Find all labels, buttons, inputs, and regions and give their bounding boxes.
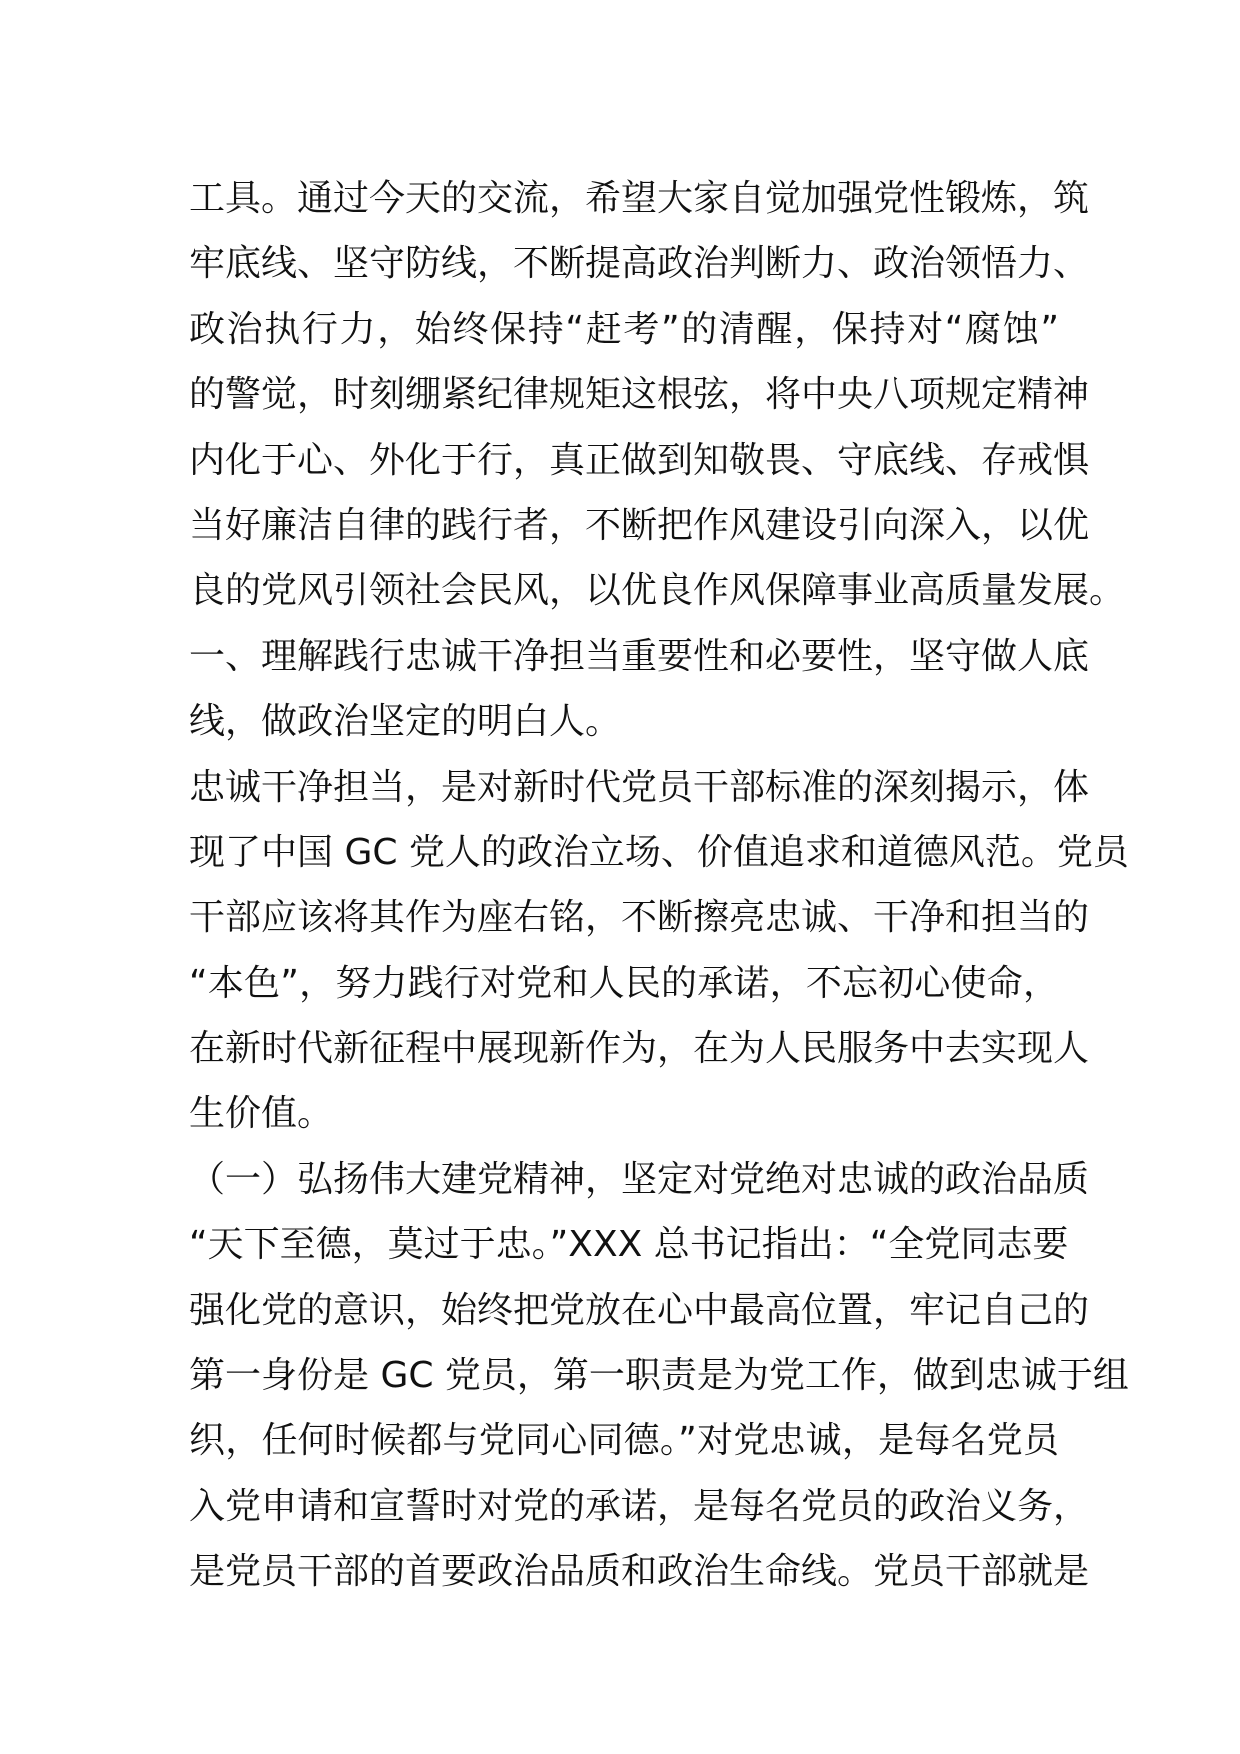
- text-line: 工具。通过今天的交流，希望大家自觉加强党性锻炼，筑: [189, 178, 1090, 219]
- text-line: “天下至德，莫过于忠。”XXX 总书记指出：“全党同志要: [189, 1224, 1069, 1266]
- text-line: 牢底线、坚守防线，不断提高政治判断力、政治领悟力、: [189, 243, 1090, 285]
- text-line: 是党员干部的首要政治品质和政治生命线。党员干部就是: [189, 1551, 1090, 1593]
- text-line: 政治执行力，始终保持“赶考”的清醒，保持对“腐蚀”: [189, 308, 1059, 350]
- text-line: 忠诚干净担当，是对新时代党员干部标准的深刻揭示，体: [189, 766, 1090, 808]
- text-line: 第一身份是 GC 党员，第一职责是为党工作，做到忠诚于组: [189, 1355, 1129, 1397]
- text-line: 织，任何时候都与党同心同德。”对党忠诚，是每名党员: [189, 1420, 1059, 1462]
- text-line: “本色”，努力践行对党和人民的承诺，不忘初心使命，: [189, 962, 1059, 1004]
- text-line: 当好廉洁自律的践行者，不断把作风建设引向深入，以优: [189, 504, 1090, 546]
- text-line: 良的党风引领社会民风，以优良作风保障事业高质量发展。: [189, 570, 1126, 612]
- text-line: 现了中国 GC 党人的政治立场、价值追求和道德风范。党员: [189, 831, 1129, 873]
- subsection-heading-line: （一）弘扬伟大建党精神，坚定对党绝对忠诚的政治品质: [189, 1158, 1090, 1200]
- text-line: 干部应该将其作为座右铭，不断擦亮忠诚、干净和担当的: [189, 897, 1090, 939]
- text-line: 强化党的意识，始终把党放在心中最高位置，牢记自己的: [189, 1289, 1090, 1331]
- section-heading-line: 一、理解践行忠诚干净担当重要性和必要性，坚守做人底: [189, 635, 1090, 677]
- section-heading-line: 线，做政治坚定的明白人。: [189, 701, 622, 743]
- text-line: 的警觉，时刻绷紧纪律规矩这根弦，将中央八项规定精神: [189, 374, 1090, 416]
- text-line: 内化于心、外化于行，真正做到知敬畏、守底线、存戒惧: [189, 439, 1090, 481]
- text-line: 生价值。: [189, 1093, 334, 1135]
- text-line: 在新时代新征程中展现新作为，在为人民服务中去实现人: [189, 1028, 1090, 1070]
- body-text: [189, 166, 1129, 1605]
- text-line: 入党申请和宣誓时对党的承诺，是每名党员的政治义务，: [189, 1485, 1090, 1527]
